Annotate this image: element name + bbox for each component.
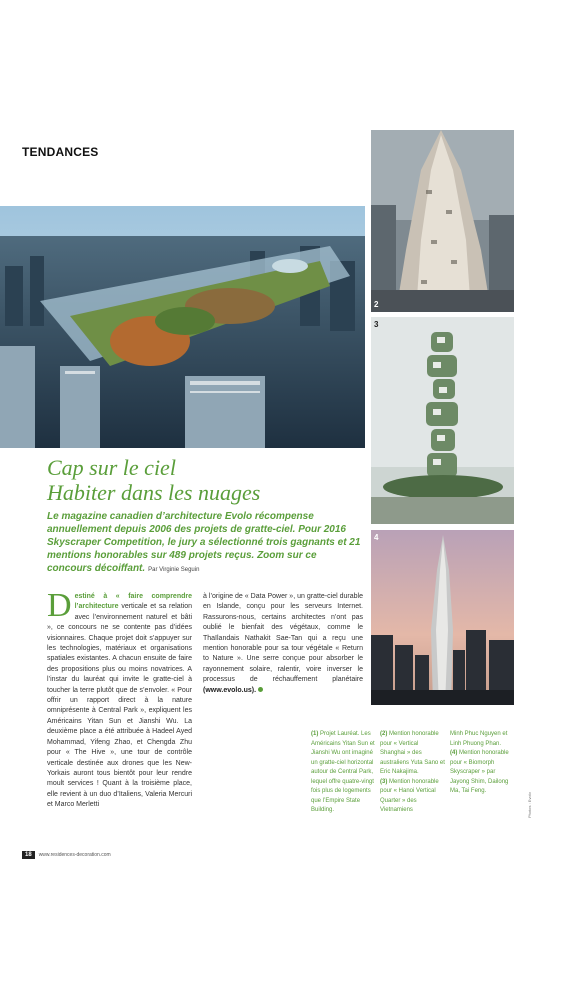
evolo-link[interactable]: (www.evolo.us). (203, 686, 257, 694)
intro-text: Le magazine canadien d’architecture Evolo récompense annuellement depuis 2006 des projets de gratte-ciel. Pour 2016 Skyscraper Competition, le jury a sélectionné trois gagnants et 21 mentions honorables sur 489 projets reçus. Zoom sur ce concours décoiffant. (47, 511, 361, 574)
caption-3 (450, 730, 515, 797)
body-text-1: verticale et sa relation avec l’environnement naturel et bâti », ce concours ne se contente pas d’idées visionnaires. Chaque projet doit s’appuyer sur les technologies, matériaux et organisations spatiales existantes. A chacun ensuite de faire des propositions plus ou moins novatrices. A l’instar du lauréat qui invite le gratte-ciel à toucher la terre plutôt que de s’envoler. « Pour offrir un rapport direct à la nature omniprésente à Central Park », expliquent les Américains Yitan Sun et Jianshi Wu. La deuxième place a été attribuée à Hadeel Ayed Mohammad, Yifeng Zhao, et Chengda Zhu pour « The Hive », une tour de contrôle verticale destinée aux drones que les New-Yorkais auront tous bientôt pour leur rendre moult services ! Quant à la troisième place, elle revient à un duo d’Italiens, Valeria Mercuri et Marco Merletti (47, 603, 192, 809)
caption-1-label: (1) (311, 731, 319, 737)
headline-line-1: Cap sur le ciel (47, 455, 176, 480)
byline: Par Virginie Seguin (148, 567, 200, 573)
article-headline (47, 455, 357, 505)
drop-cap: D (47, 587, 72, 624)
page-footer (22, 851, 111, 859)
caption-2-text: Mention honorable pour « Vertical Shanghai » des australiens Yuta Sano et Eric Nakajima. (380, 731, 445, 775)
section-label: TENDANCES (22, 145, 99, 159)
body-column-2 (203, 592, 363, 696)
caption-2-label: (2) (380, 731, 388, 737)
caption-4-label: (4) (450, 750, 458, 756)
body-lead-text: estiné à « faire comprendre l’architecture (74, 593, 192, 611)
vertical-shanghai-image (371, 130, 514, 312)
caption-1 (311, 730, 375, 816)
image-number-4: 4 (374, 533, 379, 542)
body-column-1 (47, 587, 192, 811)
headline-line-2: Habiter dans les nuages (47, 480, 261, 505)
footer-website[interactable]: www.residences-decoration.com (38, 852, 111, 858)
biomorph-skyscraper-image (371, 530, 514, 705)
page-number: 18 (22, 851, 35, 859)
body-text-2: à l’origine de « Data Power », un gratte-ciel durable en Islande, conçu pour les serveurs Internet. Rassurons-nous, certains architectes n’ont pas oublié le bienfait des végétaux, comme le Thaïlandais Nathakit Sae-Tan qui a reçu une mention honorable pour sa tour végétale « Return to Nature ». Une serre conçue pour absorber le rayonnement solaire, ralentir, voire inverser le processus de réchauffement planétaire (203, 593, 363, 684)
caption-3-label: (3) (380, 778, 388, 785)
caption-3-continued: Minh Phuc Nguyen et Linh Phuong Phan. (450, 731, 508, 747)
article-intro (47, 510, 362, 577)
caption-4-text: Mention honorable pour « Biomorph Skyscraper » par Jayong Shim, Dailong Ma, Tai Feng. (450, 750, 509, 794)
central-park-skyscraper-image (0, 206, 365, 448)
caption-1-text: Projet Lauréat. Les Américains Yitan Sun et Jianshi Wu ont imaginé un gratte-ciel horizontal autour de Central Park, lequel offre quatre-vingt fois plus de logements que l’Empire State Building. (311, 731, 375, 813)
photo-credit: Photos : Evolo (527, 792, 532, 818)
image-number-3: 3 (374, 320, 379, 329)
hanoi-vertical-quarter-image (371, 317, 514, 524)
caption-2 (380, 730, 445, 816)
end-mark-icon (258, 687, 263, 692)
image-number-2: 2 (374, 300, 379, 309)
caption-3-text: Mention honorable pour « Hanoi Vertical Quarter » des Vietnamiens (380, 778, 439, 813)
